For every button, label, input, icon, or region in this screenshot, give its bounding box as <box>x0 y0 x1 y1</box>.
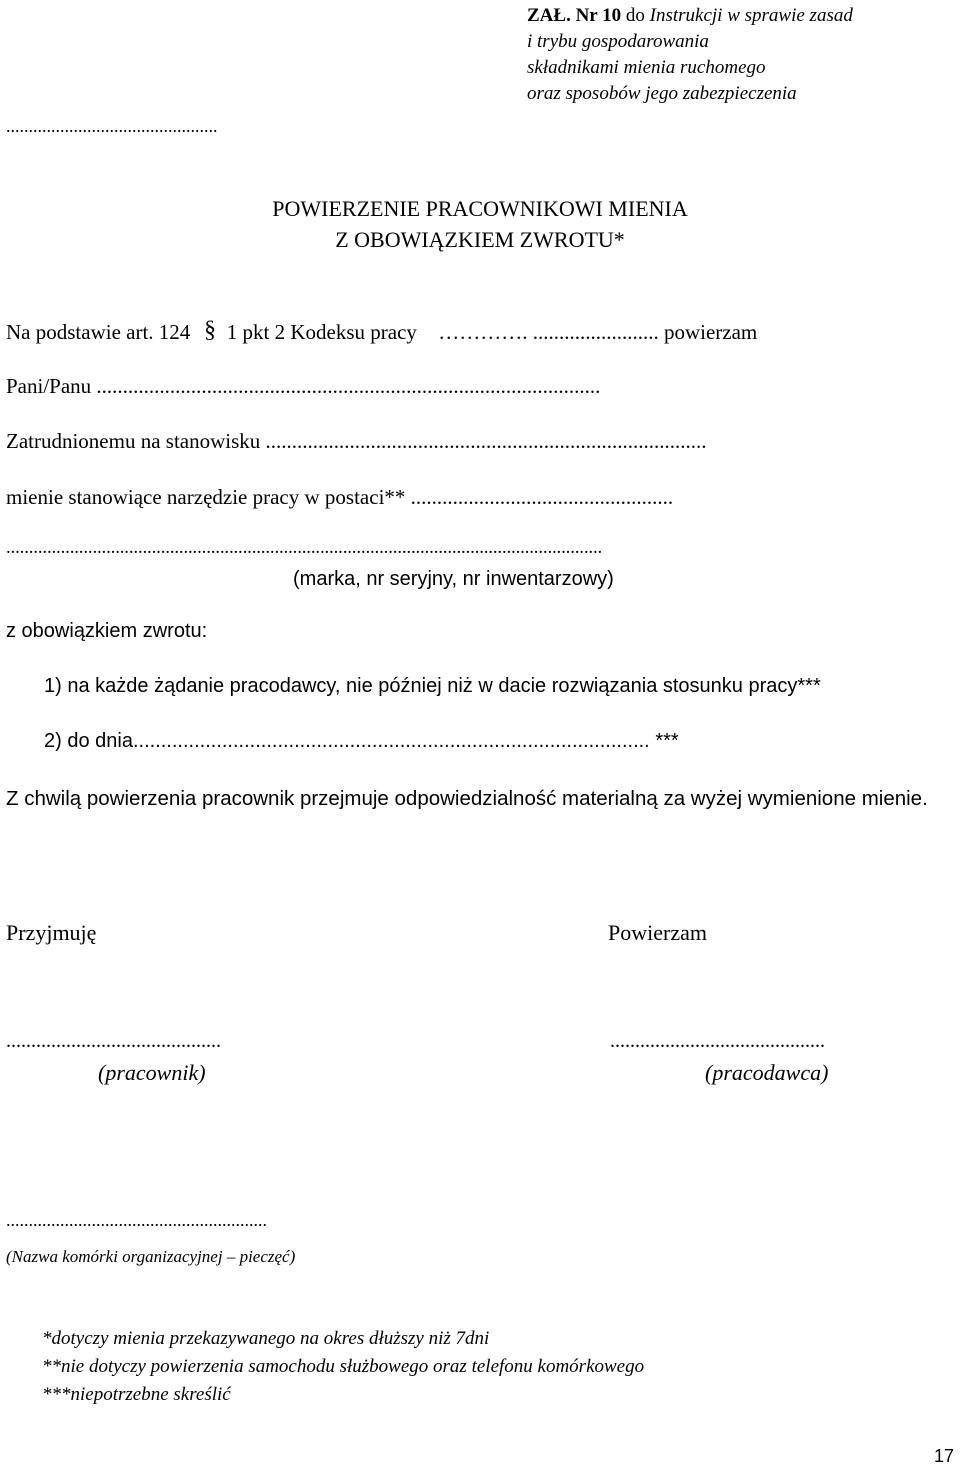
person-dots[interactable]: ................................................................................................ <box>96 374 601 398</box>
page-number: 17 <box>934 1446 955 1466</box>
return-option-1: 1) na każde żądanie pracodawcy, nie później niż w dacie rozwiązania stosunku pracy*** <box>44 675 821 697</box>
attachment-line-1 <box>527 3 853 29</box>
basis-suffix: powierzam <box>663 320 758 344</box>
basis-line <box>6 317 758 345</box>
signature-right-label: Powierzam <box>608 920 707 945</box>
position-label: Zatrudnionemu na stanowisku <box>6 429 261 453</box>
attachment-do: do <box>625 5 645 26</box>
basis-mid: 1 pkt 2 Kodeksu pracy <box>226 320 417 344</box>
footnote-1: *dotyczy mienia przekazywanego na okres dłuższy niż 7dni <box>42 1328 490 1349</box>
title-line-2: Z OBOWIĄZKIEM ZWROTU* <box>335 227 625 252</box>
option2-prefix: 2) do dnia <box>44 730 133 752</box>
responsibility-paragraph: Z chwilą powierzenia pracownik przejmuje odpowiedzialność materialną za wyżej wymienione mienie. <box>6 787 928 810</box>
attachment-line-2: i trybu gospodarowania <box>527 31 709 52</box>
place-date-dots: ............................................... <box>6 116 218 136</box>
stamp-label: (Nazwa komórki organizacyjnej – pieczęć) <box>6 1247 296 1266</box>
person-line <box>6 374 600 399</box>
signature-left-role: (pracownik) <box>98 1060 206 1085</box>
person-label: Pani/Panu <box>6 374 92 398</box>
position-dots[interactable]: .................................................................................... <box>265 429 707 453</box>
attachment-header <box>527 3 853 107</box>
footnote-2: **nie dotyczy powierzenia samochodu służbowego oraz telefonu komórkowego <box>42 1356 645 1377</box>
title-line-1: POWIERZENIE PRACOWNIKOWI MIENIA <box>272 196 688 221</box>
property-label: mienie stanowiące narzędzie pracy w postaci** <box>6 485 406 509</box>
document-title <box>0 193 960 255</box>
attachment-line-3: składnikami mienia ruchomego <box>527 57 766 78</box>
attachment-number: Nr 10 <box>575 5 622 26</box>
return-label: z obowiązkiem zwrotu: <box>6 620 208 642</box>
footnote-3: ***niepotrzebne skreślić <box>42 1384 231 1405</box>
position-line <box>6 429 707 454</box>
attachment-line-4: oraz sposobów jego zabezpieczenia <box>527 83 797 104</box>
signature-right-role: (pracodawca) <box>705 1060 829 1085</box>
property-line <box>6 485 673 510</box>
svg-text:§: § <box>203 317 216 343</box>
stamp-dots[interactable]: .......................................................... <box>6 1210 267 1230</box>
attachment-line1-rest: Instrukcji w sprawie zasad <box>649 5 853 26</box>
section-sign-icon <box>200 313 226 343</box>
signature-left-dots[interactable]: ........................................... <box>6 1030 221 1052</box>
option2-dots[interactable]: ............................................................................................. <box>132 730 650 752</box>
signature-left-label: Przyjmuję <box>6 920 97 945</box>
basis-prefix: Na podstawie art. 124 <box>6 320 191 344</box>
property-dots-line-2[interactable]: ................................................................................................................................... <box>6 537 603 558</box>
return-option-2 <box>44 730 679 753</box>
property-hint: (marka, nr seryjny, nr inwentarzowy) <box>293 568 614 590</box>
signature-right-dots[interactable]: ........................................... <box>610 1030 825 1052</box>
basis-dots: …………. ........................ <box>438 320 659 344</box>
option2-suffix: *** <box>655 730 679 752</box>
property-dots[interactable]: .................................................. <box>410 485 674 509</box>
section-sign <box>196 317 222 343</box>
attachment-label: ZAŁ. <box>527 5 571 26</box>
